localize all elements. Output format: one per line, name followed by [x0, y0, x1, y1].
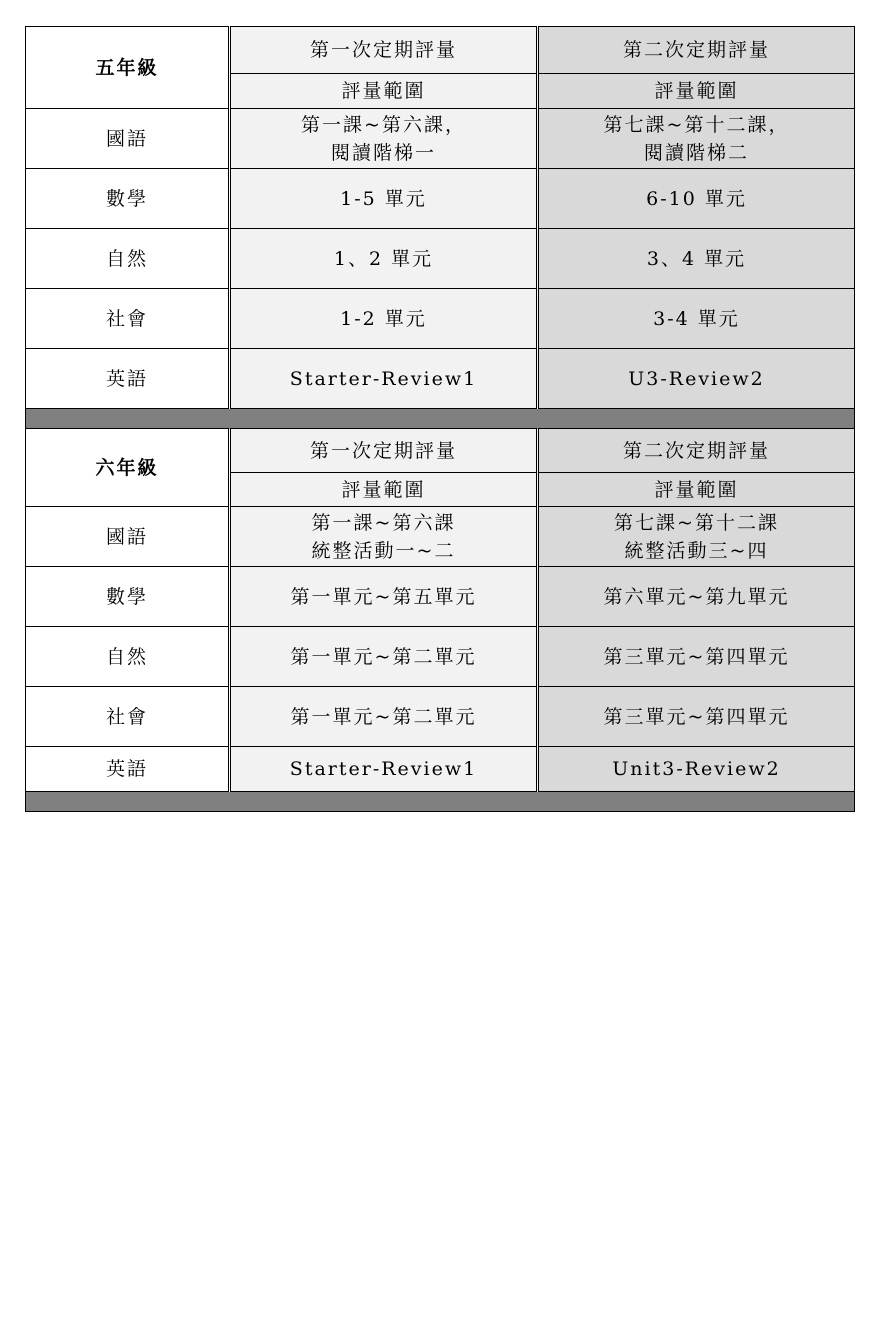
- exam1-scope-cell: 1-5 單元: [230, 169, 538, 229]
- scope-label: 評量範圍: [230, 473, 538, 507]
- exam1-scope-cell: [230, 109, 538, 169]
- section-separator: [26, 792, 855, 812]
- table-row: [26, 747, 855, 792]
- exam-scope-table: [25, 26, 855, 812]
- exam1-header: 第一次定期評量: [230, 429, 538, 473]
- scope-label: 評量範圍: [538, 473, 855, 507]
- document-page: [25, 26, 854, 812]
- exam1-header: 第一次定期評量: [230, 27, 538, 74]
- scope-text: 第七課~第十二課，: [603, 113, 790, 136]
- subject-cell: 自然: [26, 627, 230, 687]
- table-row: [26, 627, 855, 687]
- grade-label: 六年級: [26, 429, 230, 507]
- table-row: [26, 349, 855, 409]
- subject-cell: 數學: [26, 567, 230, 627]
- exam1-scope-cell: 第一單元~第二單元: [230, 687, 538, 747]
- table-row: [26, 229, 855, 289]
- exam2-header: 第二次定期評量: [538, 27, 855, 74]
- table-row: [26, 687, 855, 747]
- subject-cell: 英語: [26, 349, 230, 409]
- scope-text: 統整活動三~四: [624, 539, 769, 562]
- exam1-scope-cell: [230, 507, 538, 567]
- exam2-scope-cell: [538, 507, 855, 567]
- subject-cell: 國語: [26, 109, 230, 169]
- separator-bar: [26, 792, 855, 812]
- exam2-scope-cell: [538, 109, 855, 169]
- table-row: [26, 109, 855, 169]
- subject-cell: 國語: [26, 507, 230, 567]
- scope-label: 評量範圍: [230, 74, 538, 109]
- table-row: [26, 567, 855, 627]
- table-row: [26, 169, 855, 229]
- exam1-scope-cell: 第一單元~第二單元: [230, 627, 538, 687]
- exam2-scope-cell: 3-4 單元: [538, 289, 855, 349]
- exam2-header: 第二次定期評量: [538, 429, 855, 473]
- scope-text: 第七課~第十二課: [614, 511, 779, 534]
- scope-text: 閱讀階梯一: [330, 141, 436, 164]
- exam2-scope-cell: 第三單元~第四單元: [538, 627, 855, 687]
- exam2-scope-cell: 第六單元~第九單元: [538, 567, 855, 627]
- scope-text: 第一課~第六課: [311, 511, 456, 534]
- exam2-scope-cell: 3、4 單元: [538, 229, 855, 289]
- subject-cell: 英語: [26, 747, 230, 792]
- scope-text: 第一課~第六課，: [301, 113, 466, 136]
- exam1-scope-cell: Starter-Review1: [230, 349, 538, 409]
- grade6-header-row: [26, 429, 855, 473]
- exam2-scope-cell: Unit3-Review2: [538, 747, 855, 792]
- separator-bar: [26, 409, 855, 429]
- grade5-header-row: [26, 27, 855, 74]
- exam2-scope-cell: U3-Review2: [538, 349, 855, 409]
- table-row: [26, 289, 855, 349]
- exam2-scope-cell: 6-10 單元: [538, 169, 855, 229]
- scope-text: 閱讀階梯二: [643, 141, 749, 164]
- subject-cell: 數學: [26, 169, 230, 229]
- subject-cell: 自然: [26, 229, 230, 289]
- scope-text: 統整活動一~二: [311, 539, 456, 562]
- exam1-scope-cell: 1-2 單元: [230, 289, 538, 349]
- subject-cell: 社會: [26, 687, 230, 747]
- grade-label: 五年級: [26, 27, 230, 109]
- table-row: [26, 507, 855, 567]
- exam1-scope-cell: 第一單元~第五單元: [230, 567, 538, 627]
- section-separator: [26, 409, 855, 429]
- exam1-scope-cell: Starter-Review1: [230, 747, 538, 792]
- exam1-scope-cell: 1、2 單元: [230, 229, 538, 289]
- subject-cell: 社會: [26, 289, 230, 349]
- exam2-scope-cell: 第三單元~第四單元: [538, 687, 855, 747]
- scope-label: 評量範圍: [538, 74, 855, 109]
